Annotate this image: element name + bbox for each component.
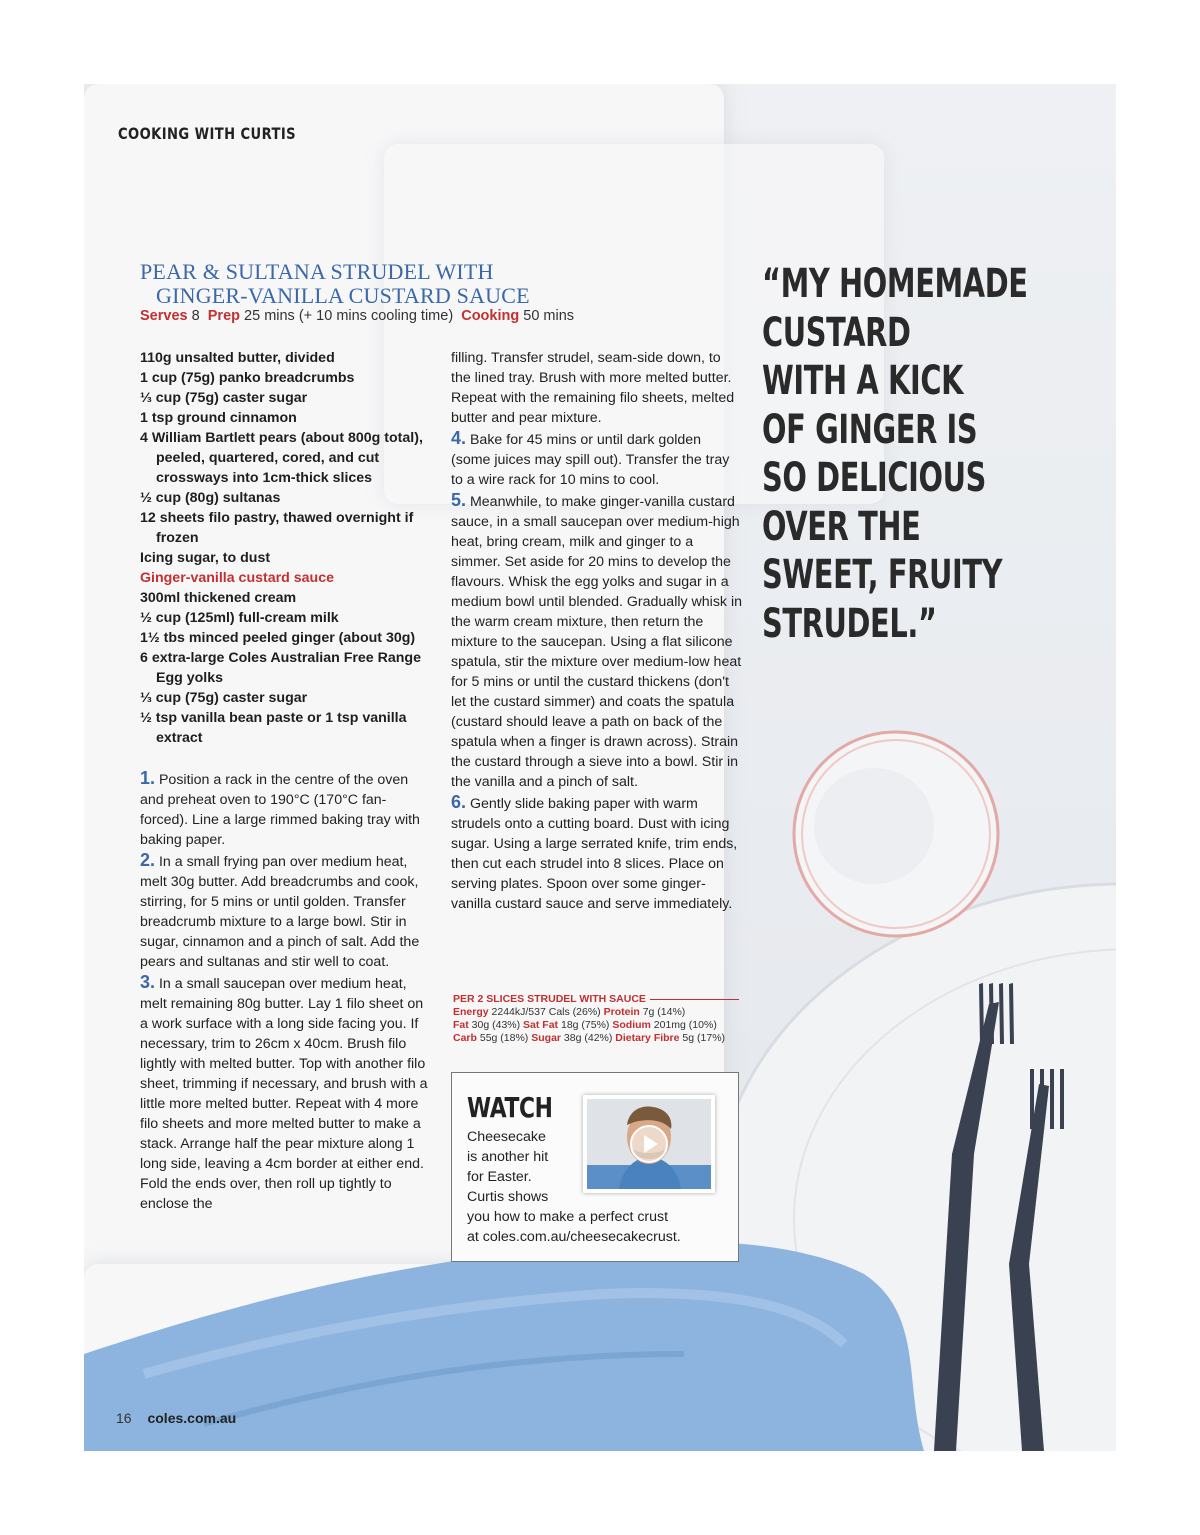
ingredient: 1½ tbs minced peeled ginger (about 30g)	[140, 630, 416, 646]
recipe-title-line2: GINGER-VANILLA CUSTARD SAUCE	[156, 283, 530, 308]
recipe-title	[140, 260, 580, 308]
recipe-meta	[140, 308, 574, 324]
sauce-heading: Ginger-vanilla custard sauce	[140, 570, 334, 586]
ingredient: Icing sugar, to dust	[140, 550, 271, 566]
footer-site: coles.com.au	[147, 1410, 237, 1426]
method-step: 3. In a small saucepan over medium heat, melt remaining 80g butter. Lay 1 filo sheet on a work surface with a long side facing you. If necessary, trim to 26cm x 40cm. Brush filo lightly with melted butter. Top with another filo sheet, trimming if necessary, and brush with a little more melted butter. Repeat with 4 more filo sheets and more melted butter to make a stack. Arrange half the pear mixture along 1 long side, leaving a 4cm border at either end. Fold the ends over, then roll up tightly to enclose the	[140, 972, 428, 1212]
page-number: 16	[116, 1410, 132, 1426]
recipe-column-right	[451, 348, 743, 914]
page-footer	[116, 1410, 236, 1426]
method-step: 5. Meanwhile, to make ginger-vanilla custard sauce, in a small saucepan over medium-high heat, bring cream, milk and ginger to a simmer. Set aside for 20 mins to develop the flavours. Whisk the egg yolks and sugar in a medium bowl until blended. Gradually whisk in the warm cream mixture, then return the mixture to the saucepan. Using a flat silicone spatula, stir the mixture over medium-low heat for 5 mins or until the custard thickens (don't let the custard simmer) and coats the spatula (custard should leave a path on back of the spatula when a finger is drawn across). Strain the custard through a sieve into a bowl. Stir in the vanilla and a pinch of salt.	[451, 490, 742, 790]
ingredient: 1 tsp ground cinnamon	[140, 410, 297, 426]
watch-heading: WATCH	[467, 1091, 553, 1124]
prep-label: Prep	[207, 308, 240, 324]
method-step: 2. In a small frying pan over medium heat, melt 30g butter. Add breadcrumbs and cook, stirring, for 5 mins or until golden. Transfer breadcrumb mixture to a large bowl. Stir in sugar, cinnamon and a pinch of salt. Add the pears and sultanas and stir well to coat.	[140, 850, 420, 970]
prep-value: 25 mins (+ 10 mins cooling time)	[244, 308, 454, 324]
serves-label: Serves	[140, 308, 188, 324]
recipe-column-left	[140, 348, 430, 1214]
ingredients-list	[140, 348, 430, 748]
watch-link[interactable]: at coles.com.au/cheesecakecrust.	[467, 1229, 681, 1245]
ingredient: 4 William Bartlett pears (about 800g total), peeled, quartered, cored, and cut crossways into 1cm-thick slices	[140, 430, 423, 486]
method-step: 6. Gently slide baking paper with warm strudels onto a cutting board. Dust with icing sugar. Using a large serrated knife, trim ends, then cut each strudel into 8 slices. Place on serving plates. Spoon over some ginger-vanilla custard sauce and serve immediately.	[451, 792, 738, 912]
ingredient: ½ tsp vanilla bean paste or 1 tsp vanilla extract	[140, 710, 407, 746]
ingredient: ⅓ cup (75g) caster sugar	[140, 390, 308, 406]
cooking-label: Cooking	[461, 308, 520, 324]
ingredient: 12 sheets filo pastry, thawed overnight if frozen	[140, 510, 414, 546]
ingredient: 110g unsalted butter, divided	[140, 350, 335, 366]
ingredient: ½ cup (80g) sultanas	[140, 490, 281, 506]
ingredient: 1 cup (75g) panko breadcrumbs	[140, 370, 355, 386]
ingredient: 6 extra-large Coles Australian Free Range Egg yolks	[140, 650, 421, 686]
watch-box	[451, 1072, 739, 1262]
nutrition-row: Energy 2244kJ/537 Cals (26%) Protein 7g (14%)	[453, 1006, 686, 1018]
method-step-continued: filling. Transfer strudel, seam-side down, to the lined tray. Brush with more melted butter. Repeat with the remaining filo sheets, melted butter and pear mixture.	[451, 350, 735, 426]
watch-text: Cheesecake is another hit for Easter. Curtis shows you how to make a perfect crust at coles.com.au/cheesecakecrust.	[467, 1127, 729, 1247]
method-step: 4. Bake for 45 mins or until dark golden (some juices may spill out). Transfer the tray to a wire rack for 10 mins to cool.	[451, 428, 730, 488]
pull-quote: “MY HOMEMADE CUSTARD WITH A KICK OF GINGER IS SO DELICIOUS OVER THE SWEET, FRUITY STRUDEL.”	[762, 261, 1028, 647]
recipe-title-line1: PEAR & SULTANA STRUDEL WITH	[140, 259, 494, 284]
method-step: 1. Position a rack in the centre of the oven and preheat oven to 190°C (170°C fan-forced). Line a large rimmed baking tray with baking paper.	[140, 768, 420, 848]
serves-value: 8	[191, 308, 200, 324]
nutrition-heading: PER 2 SLICES STRUDEL WITH SAUCE	[453, 993, 646, 1005]
cooking-value: 50 mins	[523, 308, 575, 324]
magazine-page	[84, 84, 1116, 1451]
section-label: COOKING WITH CURTIS	[118, 124, 297, 143]
ingredient: ½ cup (125ml) full-cream milk	[140, 610, 339, 626]
nutrition-row: Carb 55g (18%) Sugar 38g (42%) Dietary Fibre 5g (17%)	[453, 1032, 726, 1044]
nutrition-panel	[453, 993, 739, 1045]
ingredient: 300ml thickened cream	[140, 590, 297, 606]
ingredient: ⅓ cup (75g) caster sugar	[140, 690, 308, 706]
nutrition-row: Fat 30g (43%) Sat Fat 18g (75%) Sodium 201mg (10%)	[453, 1019, 717, 1031]
